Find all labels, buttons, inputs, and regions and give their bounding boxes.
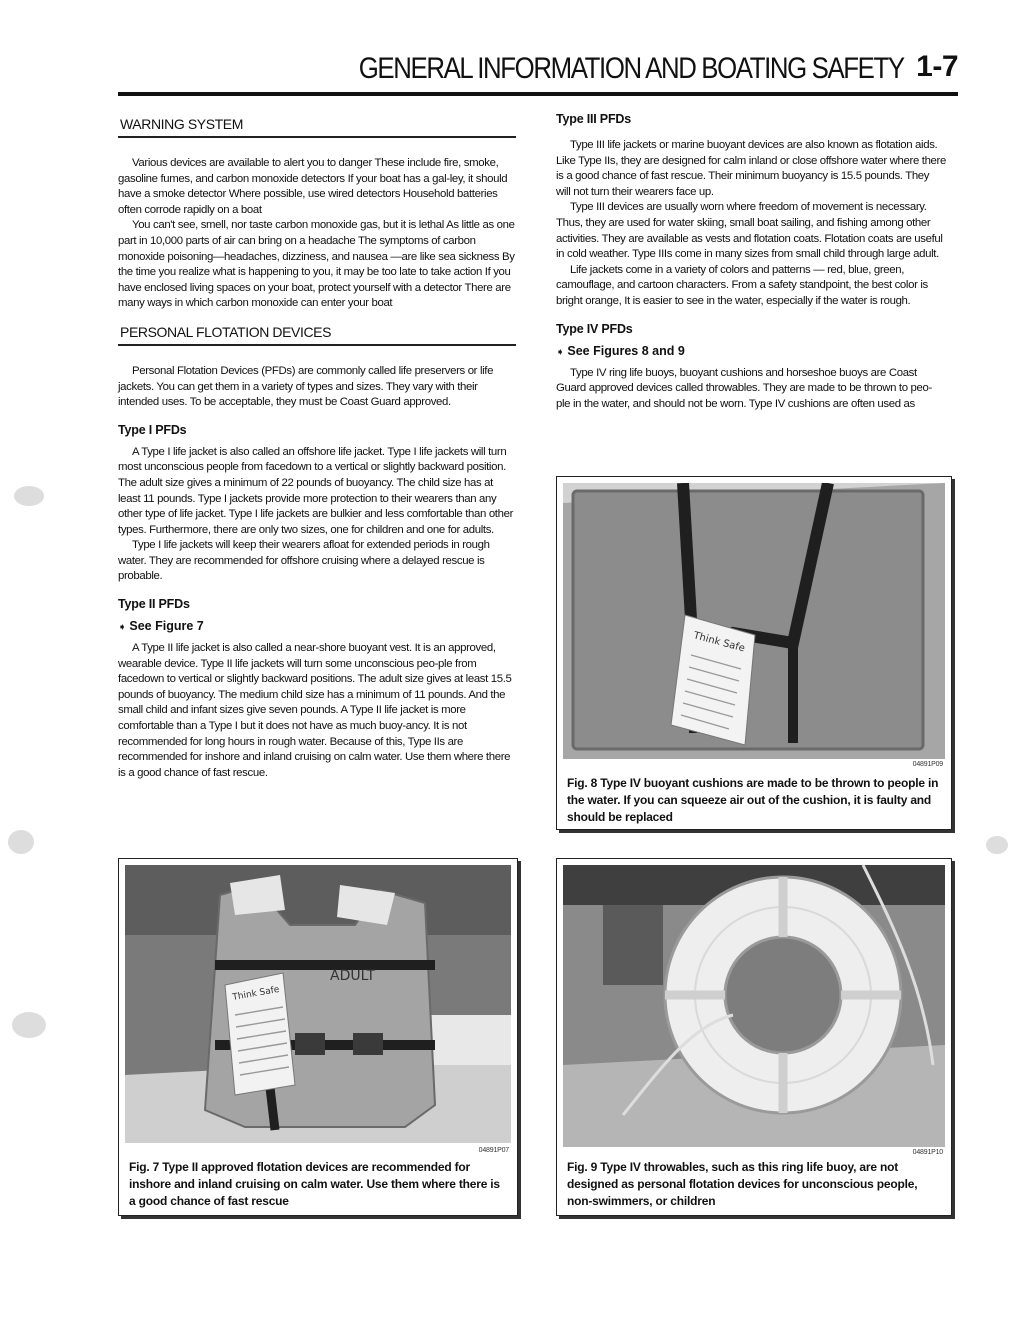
photo-ring-buoy <box>563 865 945 1147</box>
figure-8 <box>556 476 952 830</box>
page-number: 1-7 <box>916 50 958 83</box>
section-heading-pfd: PERSONAL FLOTATION DEVICES <box>118 320 516 346</box>
paragraph: A Type I life jacket is also called an offshore life jacket. Type I life jackets will turn most unconscious people from facedown to a vertical or slightly backward position. The adult size gives a minimum of 22 pounds of buoyancy. The child size has at least 11 pounds. Type I jackets provide more protection to their wearers than any other type of life jacket. Type I life jackets are bulkier and less comfortable than other types. Furthermore, there are only two sizes, one for children and one for adults. <box>118 445 514 536</box>
section-heading-warning-system: WARNING SYSTEM <box>118 112 516 138</box>
figure-code: 04891P07 <box>478 1147 509 1154</box>
paragraph: A Type II life jacket is also called a near-shore buoyant vest. It is an approved, wearable device. Type II life jackets will turn some unconscious peo-ple from facedown to vertical or slightly backward positions. The adult size gives at least 15.5 pounds of buoyancy. The medium child size has a minimum of 11 pounds. And the small child and infant sizes give seven pounds. A Type II life jacket is more comfortable than a Type I but it does not have as much buoy-ancy. It is not recommended for long hours in rough water. Because of this, Type IIs are recommended for inshore and inland cruising on calm water. Use them where there is a good chance of fast rescue. <box>118 642 512 779</box>
running-header-title: GENERAL INFORMATION AND BOATING SAFETY <box>358 52 904 85</box>
arrow-icon: ➧ <box>556 346 565 358</box>
figure-7-caption: Fig. 7 Type II approved flotation devices are recommended for inshore and inland cruising on calm water. Use them where there is a good chance of fast rescue <box>129 1160 500 1208</box>
paragraph: Type III devices are usually worn where freedom of movement is necessary. Thus, they are used for water skiing, small boat sailing, and fishing among other activities. They are available as vests and flotation coats. Flotation coats are useful in cold weather. Type IIIs come in many sizes from small child through large adult. <box>556 201 943 261</box>
vest-label: ADULT <box>330 968 376 984</box>
card-title: Think Safe <box>692 630 746 655</box>
figure-9-caption: Fig. 9 Type IV throwables, such as this ring life buoy, are not designed as personal flotation devices for unconscious people, non-swimmers, or children <box>567 1160 918 1208</box>
figure-code: 04891P10 <box>912 1149 943 1156</box>
subheading-type-4: Type IV PFDs <box>556 321 633 336</box>
photo-buoyant-cushion <box>563 483 945 759</box>
figure-7 <box>118 858 518 1216</box>
right-column <box>556 108 946 412</box>
figure-9 <box>556 858 952 1216</box>
photo-life-vest <box>125 865 511 1143</box>
paragraph: Type III life jackets or marine buoyant devices are also known as flotation aids. Like Type IIs, they are designed for calm inland or close offshore water where there is a good chance of fast rescue. Their minimum buoyancy is 15.5 pounds. They will not turn their wearers face up. <box>556 139 946 198</box>
subheading-type-2: Type II PFDs <box>118 597 190 612</box>
paragraph: Personal Flotation Devices (PFDs) are commonly called life preservers or life jackets. You can get them in a variety of types and sizes. They vary with their intended uses. To be acceptable, they must be Coast Guard approved. <box>118 364 494 409</box>
figure-code: 04891P09 <box>912 761 943 768</box>
scan-artifact <box>14 486 44 506</box>
header-rule <box>118 92 958 96</box>
scan-artifact <box>12 1012 46 1038</box>
scan-artifact <box>986 836 1008 854</box>
arrow-icon: ➧ <box>118 622 127 634</box>
subheading-type-3: Type III PFDs <box>556 112 631 126</box>
buoyant-cushion-image <box>563 483 945 759</box>
scan-artifact <box>8 830 34 854</box>
life-vest-image <box>125 865 511 1143</box>
see-figures-8-9: ➧ See Figures 8 and 9 <box>556 343 685 358</box>
paragraph: Type IV ring life buoys, buoyant cushions and horseshoe buoys are Coast Guard approved devices called throwables. They are made to be thrown to peo-ple in the water, and should not be worn. Type IV cushions are often used as <box>556 366 932 410</box>
see-figure-7: ➧ See Figure 7 <box>118 619 204 634</box>
paragraph: You can't see, smell, nor taste carbon monoxide gas, but it is lethal As little as one part in 10,000 parts of air can bring on a headache The symptoms of carbon monoxide poisoning—headaches, dizziness, and nausea —are like sea sickness By the time you realize what is happening to you, it may be too late to take action If you have enclosed living spaces on your boat, protect yourself with a detector There are many ways in which carbon monoxide can enter your boat <box>118 219 515 310</box>
figure-8-caption: Fig. 8 Type IV buoyant cushions are made to be thrown to people in the water. If you can squeeze air out of the cushion, it is faulty and should be replaced <box>567 776 939 824</box>
paragraph: Various devices are available to alert you to danger These include fire, smoke, gasoline fumes, and carbon monoxide detectors If your boat has a gal-ley, it should have a smoke detector Where possible, use wired detectors Household batteries often corrode rapidly on a boat <box>118 157 508 216</box>
paragraph: Life jackets come in a variety of colors and patterns — red, blue, green, camouflage, and cartoon characters. From a safety standpoint, the best color is bright orange, It is easier to see in the water, especially if the water is rough. <box>556 263 928 307</box>
card-title: Think Safe <box>231 984 281 1003</box>
paragraph: Type I life jackets will keep their wearers afloat for extended periods in rough water. They are recommended for offshore cruising where a delayed rescue is probable. <box>118 539 490 583</box>
ring-buoy-image <box>563 865 945 1147</box>
subheading-type-1: Type I PFDs <box>118 422 187 437</box>
left-column <box>118 108 516 781</box>
